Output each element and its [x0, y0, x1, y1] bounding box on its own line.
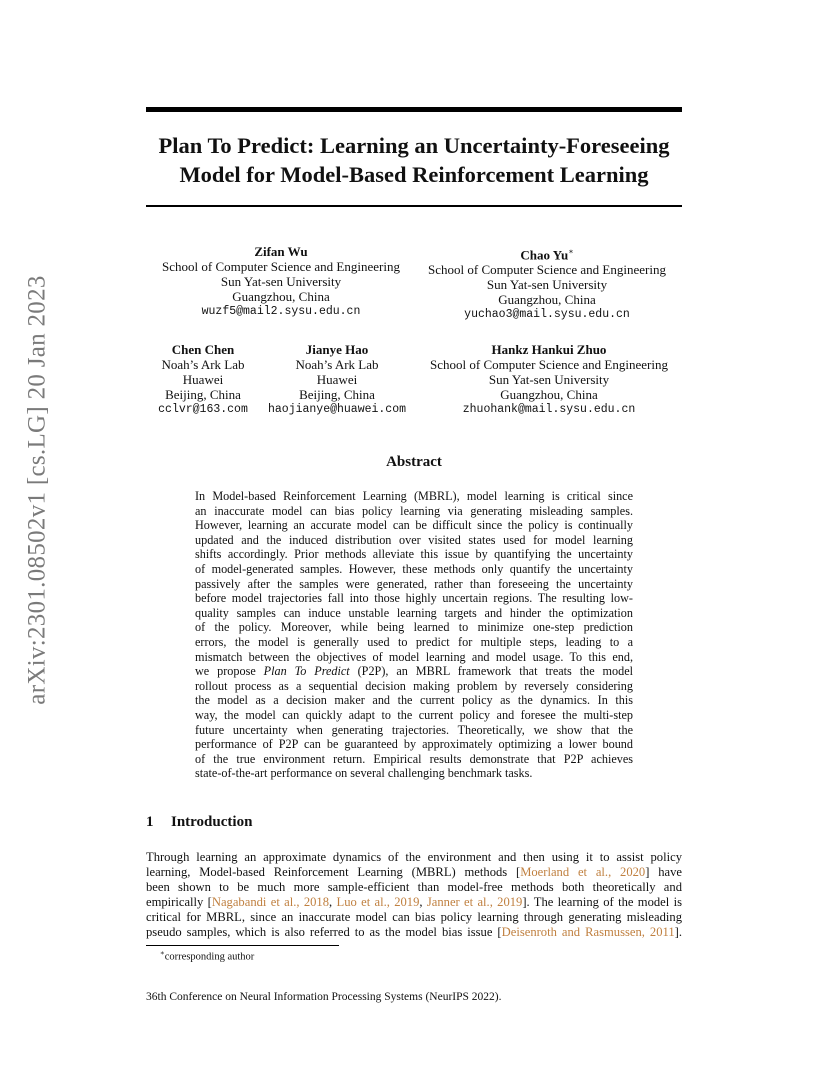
abstract-line: However, learning an accurate model can be difficult since the policy is continually: [195, 518, 633, 533]
author-location: Guangzhou, China: [500, 387, 598, 402]
author-organization: Huawei: [182, 372, 224, 387]
author-organization: Sun Yat-sen University: [486, 277, 608, 293]
section-title: Introduction: [171, 814, 253, 830]
abstract-line: updated and the induced distribution over visited states used for model learning: [195, 532, 633, 547]
intro-line: learning, Model-based Reinforcement Learning (MBRL) methods [Moerland et al., 2020] have: [146, 865, 682, 880]
abstract-heading: Abstract: [386, 454, 442, 470]
abstract-line: an inaccurate model can bias policy learning via generating misleading samples.: [195, 503, 633, 518]
abstract-line: future uncertainty when generating trajectories. Theoretically, we show that the: [195, 722, 633, 737]
abstract-line: mismatch between the objectives of model learning and model usage. To this end,: [195, 649, 633, 664]
abstract-line: performance of P2P can be guaranteed by approximately optimizing a lower bound: [195, 737, 633, 752]
intro-line: critical for MBRL, since an inaccurate model can bias policy learning through generating misleading: [146, 910, 682, 925]
abstract-line: errors, the model is generally used to predict for multiple steps, leading to a: [195, 634, 633, 649]
arxiv-stamp: [18, 275, 58, 705]
title-bottom-rule: [146, 205, 682, 207]
abstract-line: of the true environment return. Empirical results demonstrate that P2P achieves: [195, 751, 633, 766]
author-organization: Huawei: [316, 372, 358, 387]
citation-link[interactable]: Luo et al., 2019: [336, 895, 420, 910]
author-block-jianye-hao: [262, 342, 412, 417]
author-affiliation: Noah’s Ark Lab: [161, 357, 245, 372]
section-heading-introduction: [146, 814, 252, 831]
title-line-1: Plan To Predict: Learning an Uncertainty-Foreseeing: [158, 133, 670, 158]
author-name: Chao Yu: [520, 247, 569, 263]
abstract-line: rollout process as a sequential decision making problem by reversely considering: [195, 678, 633, 693]
citation-link[interactable]: Deisenroth and Rasmussen, 2011: [501, 925, 675, 940]
abstract-line: of model-generated samples. However, these methods only quantify the uncertainty: [195, 561, 633, 576]
conference-note: 36th Conference on Neural Information Processing Systems (NeurIPS 2022).: [146, 991, 502, 1003]
author-organization: Sun Yat-sen University: [488, 372, 610, 387]
author-email: haojianye@huawei.com: [267, 403, 407, 416]
abstract-line: the model as a decision maker and the current policy as the dynamics. In this: [195, 693, 633, 708]
author-email: cclvr@163.com: [158, 403, 248, 416]
author-block-zifan-wu: [146, 244, 416, 319]
introduction-paragraph: [146, 850, 682, 941]
abstract-line: way, the model can quickly adapt to the current policy and foresee the multi-step: [195, 707, 633, 722]
author-name: Hankz Hankui Zhuo: [491, 342, 607, 357]
author-name: Zifan Wu: [254, 244, 308, 259]
author-name: Jianye Hao: [305, 342, 369, 357]
footnote-rule: [146, 945, 339, 946]
author-email: yuchao3@mail.sysu.edu.cn: [464, 308, 630, 322]
author-name: Chen Chen: [171, 342, 235, 357]
author-location: Beijing, China: [299, 387, 375, 402]
author-location: Beijing, China: [165, 387, 241, 402]
intro-line: empirically [Nagabandi et al., 2018, Luo et al., 2019, Janner et al., 2019]. The learning of the model is: [146, 895, 682, 910]
abstract-body: [195, 489, 633, 781]
abstract-line: passively after the samples were generated, rather than foreseeing the uncertainty: [195, 576, 633, 591]
author-affiliation: School of Computer Science and Engineering: [428, 262, 666, 278]
footnote-text: corresponding author: [164, 951, 255, 963]
author-location: Guangzhou, China: [498, 292, 596, 308]
author-block-chen-chen: [148, 342, 258, 417]
section-number: 1: [146, 814, 154, 830]
abstract-line: state-of-the-art performance on several challenging benchmark tasks.: [195, 766, 533, 781]
paper-title: [146, 131, 682, 189]
abstract-line: before model trajectories fall into those highly uncertain regions. The resulting low-: [195, 591, 633, 606]
author-block-chao-yu: [412, 244, 682, 322]
abstract-line: we propose Plan To Predict (P2P), an MBRL framework that treats the model: [195, 664, 633, 679]
citation-link[interactable]: Nagabandi et al., 2018: [211, 895, 330, 910]
method-name-emphasis: Plan To Predict: [263, 664, 350, 679]
arxiv-id: arXiv:2301.08502v1 [cs.LG] 20 Jan 2023: [24, 275, 51, 705]
citation-link[interactable]: Janner et al., 2019: [426, 895, 523, 910]
title-top-rule: [146, 107, 682, 112]
abstract-line: In Model-based Reinforcement Learning (MBRL), model learning is critical since: [195, 489, 633, 503]
citation-link[interactable]: Moerland et al., 2020: [520, 865, 646, 880]
abstract-line: shifts accordingly. Prior methods alleviate this issue by quantifying the uncertainty: [195, 547, 633, 562]
intro-line: pseudo samples, which is also referred to as the model bias issue [Deisenroth and Rasmussen, 2011].: [146, 925, 682, 940]
title-line-2: Model for Model-Based Reinforcement Learning: [179, 162, 649, 187]
abstract-line: of the policy. Moreover, while being learned to minimize one-step prediction: [195, 620, 633, 635]
footnote-mark: ∗: [160, 949, 165, 957]
intro-line: Through learning an approximate dynamics of the environment and then using it to assist policy: [146, 850, 682, 864]
author-organization: Sun Yat-sen University: [220, 274, 342, 289]
author-block-hankz-hankui-zhuo: [414, 342, 684, 417]
author-affiliation: Noah’s Ark Lab: [295, 357, 379, 372]
intro-line: been shown to be much more sample-efficient than model-free methods both theoretically and: [146, 880, 682, 895]
author-affiliation: School of Computer Science and Engineering: [162, 259, 400, 274]
corresponding-author-mark: ∗: [568, 247, 574, 256]
footnote: [160, 949, 254, 963]
author-affiliation: School of Computer Science and Engineering: [430, 357, 668, 372]
author-email: zhuohank@mail.sysu.edu.cn: [462, 403, 636, 416]
abstract-line: quality samples can induce unstable learning targets and hinder the optimization: [195, 605, 633, 620]
author-email: wuzf5@mail2.sysu.edu.cn: [201, 305, 361, 318]
author-location: Guangzhou, China: [232, 289, 330, 304]
